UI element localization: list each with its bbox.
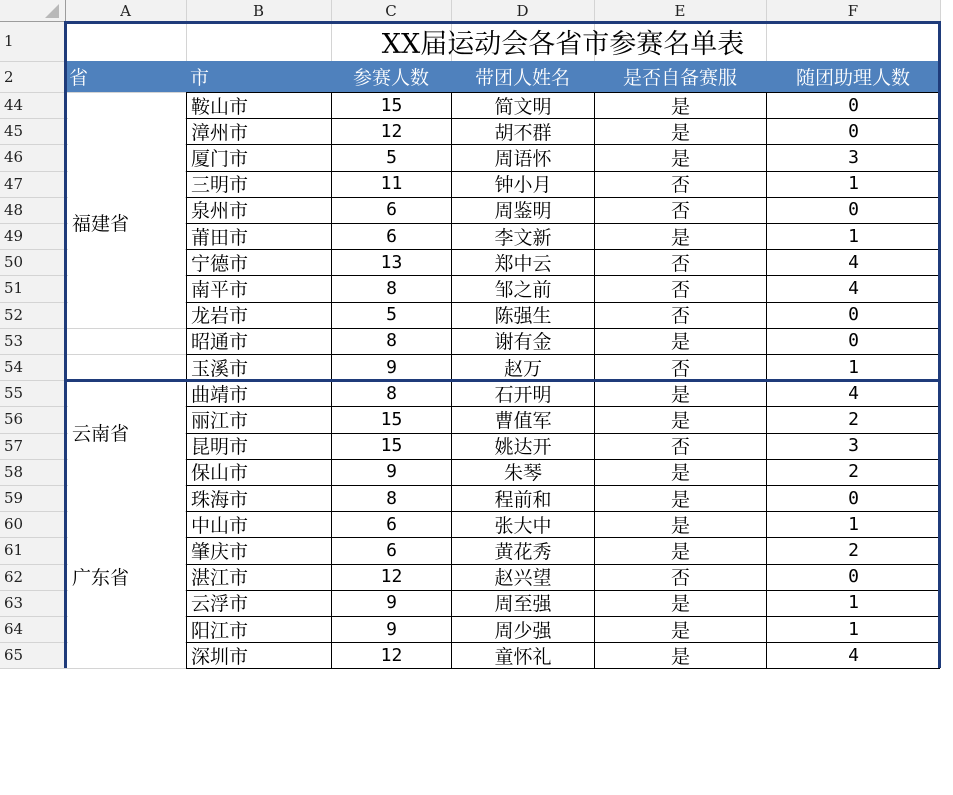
cell-count[interactable]: 13 bbox=[380, 251, 403, 273]
cell-leader[interactable]: 李文新 bbox=[494, 226, 552, 249]
cell-count[interactable]: 15 bbox=[380, 94, 403, 116]
table-border-left bbox=[64, 21, 67, 668]
cell-assist[interactable]: 4 bbox=[848, 251, 859, 273]
cell-city[interactable]: 莆田市 bbox=[191, 226, 249, 249]
cell-city[interactable]: 珠海市 bbox=[191, 488, 249, 511]
row-header[interactable]: 51 bbox=[4, 279, 24, 298]
row-header[interactable]: 57 bbox=[4, 436, 24, 455]
province-cell[interactable]: 福建省 bbox=[68, 118, 185, 328]
cell-leader[interactable]: 程前和 bbox=[494, 488, 552, 511]
cell-count[interactable]: 6 bbox=[386, 513, 397, 535]
cell-count[interactable]: 8 bbox=[386, 277, 397, 299]
cell-leader[interactable]: 石开明 bbox=[494, 383, 552, 406]
row-header[interactable]: 63 bbox=[4, 593, 24, 612]
cell-assist[interactable]: 3 bbox=[848, 146, 859, 168]
cell-assist[interactable]: 3 bbox=[848, 435, 859, 457]
cell-city[interactable]: 宁德市 bbox=[191, 252, 249, 275]
cell-leader[interactable]: 钟小月 bbox=[494, 174, 552, 197]
province-cell[interactable]: 广东省 bbox=[68, 485, 185, 668]
row-header[interactable]: 53 bbox=[4, 331, 24, 350]
row-header[interactable]: 47 bbox=[4, 174, 24, 193]
column-header-d[interactable]: D bbox=[516, 1, 529, 20]
cell-own[interactable]: 是 bbox=[670, 226, 690, 249]
cell-leader[interactable]: 周鉴明 bbox=[494, 200, 552, 223]
row-header[interactable]: 62 bbox=[4, 567, 24, 586]
cell-city[interactable]: 云浮市 bbox=[191, 593, 249, 616]
cell-assist[interactable]: 4 bbox=[848, 382, 859, 404]
cell-count[interactable]: 9 bbox=[386, 356, 397, 378]
header-cell-1[interactable]: 省 bbox=[65, 61, 186, 92]
row-header[interactable]: 65 bbox=[4, 646, 24, 665]
cell-leader[interactable]: 张大中 bbox=[494, 514, 552, 537]
row-header[interactable]: 46 bbox=[4, 148, 24, 167]
header-cell-4[interactable]: 带团人姓名 bbox=[451, 61, 594, 92]
cell-assist[interactable]: 4 bbox=[848, 644, 859, 666]
row-header[interactable]: 64 bbox=[4, 620, 24, 639]
cell-assist[interactable]: 0 bbox=[848, 566, 859, 588]
cell-leader[interactable]: 朱琴 bbox=[503, 462, 542, 485]
header-cell-5[interactable]: 是否自备赛服 bbox=[594, 61, 766, 92]
row-header[interactable]: 61 bbox=[4, 541, 24, 560]
cell-assist[interactable]: 0 bbox=[848, 120, 859, 142]
row-header[interactable]: 58 bbox=[4, 462, 24, 481]
cell-city[interactable]: 鞍山市 bbox=[191, 95, 249, 118]
cell-city[interactable]: 湛江市 bbox=[191, 567, 249, 590]
cell-assist[interactable]: 0 bbox=[848, 304, 859, 326]
cell-own[interactable]: 是 bbox=[670, 409, 690, 432]
cell-assist[interactable]: 1 bbox=[848, 592, 859, 614]
cell-leader[interactable]: 周语怀 bbox=[494, 147, 552, 170]
row-header[interactable]: 56 bbox=[4, 410, 24, 429]
cell-leader[interactable]: 邹之前 bbox=[494, 278, 552, 301]
cell-assist[interactable]: 4 bbox=[848, 277, 859, 299]
cell-own[interactable]: 是 bbox=[670, 619, 690, 642]
cell-count[interactable]: 6 bbox=[386, 199, 397, 221]
cell-assist[interactable]: 2 bbox=[848, 408, 859, 430]
row-header[interactable]: 49 bbox=[4, 227, 24, 246]
cell-count[interactable]: 12 bbox=[380, 644, 403, 666]
cell-city[interactable]: 三明市 bbox=[191, 174, 249, 197]
header-cell-6[interactable]: 随团助理人数 bbox=[766, 61, 940, 92]
header-cell-2[interactable]: 市 bbox=[186, 61, 331, 92]
cell-leader[interactable]: 童怀礼 bbox=[494, 645, 552, 668]
row-header[interactable]: 54 bbox=[4, 358, 24, 377]
cell-city[interactable]: 南平市 bbox=[191, 278, 249, 301]
cell-leader[interactable]: 谢有金 bbox=[494, 331, 552, 354]
cell-city[interactable]: 玉溪市 bbox=[191, 357, 249, 380]
cell-count[interactable]: 9 bbox=[386, 618, 397, 640]
column-header-e[interactable]: E bbox=[674, 1, 686, 20]
cell-own[interactable]: 否 bbox=[670, 252, 690, 275]
cell-city[interactable]: 阳江市 bbox=[191, 619, 249, 642]
cell-count[interactable]: 9 bbox=[386, 592, 397, 614]
cell-assist[interactable]: 2 bbox=[848, 461, 859, 483]
table-border-right bbox=[938, 21, 941, 668]
cell-city[interactable]: 中山市 bbox=[191, 514, 249, 537]
cell-assist[interactable]: 1 bbox=[848, 513, 859, 535]
cell-own[interactable]: 是 bbox=[670, 462, 690, 485]
row-header[interactable]: 59 bbox=[4, 489, 24, 508]
cell-own[interactable]: 是 bbox=[670, 514, 690, 537]
cell-leader[interactable]: 周至强 bbox=[494, 593, 552, 616]
column-header-f[interactable]: F bbox=[847, 1, 859, 20]
cell-city[interactable]: 肇庆市 bbox=[191, 540, 249, 563]
cell-leader[interactable]: 曹值军 bbox=[494, 409, 552, 432]
row-header[interactable]: 2 bbox=[4, 67, 14, 86]
cell-own[interactable]: 是 bbox=[670, 95, 690, 118]
cell-city[interactable]: 龙岩市 bbox=[191, 305, 249, 328]
cell-count[interactable]: 8 bbox=[386, 487, 397, 509]
cell-city[interactable]: 丽江市 bbox=[191, 409, 249, 432]
cell-city[interactable]: 厦门市 bbox=[191, 147, 249, 170]
cell-assist[interactable]: 2 bbox=[848, 539, 859, 561]
cell-own[interactable]: 否 bbox=[670, 278, 690, 301]
cell-count[interactable]: 12 bbox=[380, 120, 403, 142]
cell-own[interactable]: 否 bbox=[670, 200, 690, 223]
cell-assist[interactable]: 1 bbox=[848, 356, 859, 378]
row-header[interactable]: 55 bbox=[4, 384, 24, 403]
cell-count[interactable]: 5 bbox=[386, 304, 397, 326]
column-header-b[interactable]: B bbox=[252, 1, 265, 20]
cell-own[interactable]: 是 bbox=[670, 383, 690, 406]
row-header[interactable]: 1 bbox=[4, 32, 14, 50]
page-title: XX届运动会各省市参赛名单表 bbox=[381, 28, 745, 60]
cell-assist[interactable]: 0 bbox=[848, 199, 859, 221]
cell-assist[interactable]: 1 bbox=[848, 173, 859, 195]
cell-leader[interactable]: 赵万 bbox=[503, 357, 542, 380]
cell-count[interactable]: 15 bbox=[380, 435, 403, 457]
cell-own[interactable]: 是 bbox=[670, 540, 690, 563]
cell-assist[interactable]: 1 bbox=[848, 225, 859, 247]
select-all-corner[interactable] bbox=[45, 4, 59, 18]
header-cell-3[interactable]: 参赛人数 bbox=[331, 61, 451, 92]
cell-own[interactable]: 是 bbox=[670, 593, 690, 616]
cell-assist[interactable]: 0 bbox=[848, 94, 859, 116]
cell-city[interactable]: 保山市 bbox=[191, 462, 249, 485]
row-header[interactable]: 60 bbox=[4, 515, 24, 534]
cell-count[interactable]: 6 bbox=[386, 539, 397, 561]
column-header-c[interactable]: C bbox=[385, 1, 397, 20]
cell-own[interactable]: 否 bbox=[670, 305, 690, 328]
cell-leader[interactable]: 周少强 bbox=[494, 619, 552, 642]
group-separator bbox=[64, 379, 940, 382]
cell-count[interactable]: 8 bbox=[386, 382, 397, 404]
cell-count[interactable]: 8 bbox=[386, 330, 397, 352]
cell-leader[interactable]: 郑中云 bbox=[494, 252, 552, 275]
cell-leader[interactable]: 黄花秀 bbox=[494, 540, 552, 563]
cell-count[interactable]: 9 bbox=[386, 461, 397, 483]
cell-own[interactable]: 是 bbox=[670, 645, 690, 668]
cell-city[interactable]: 泉州市 bbox=[191, 200, 249, 223]
cell-count[interactable]: 6 bbox=[386, 225, 397, 247]
cell-own[interactable]: 否 bbox=[670, 567, 690, 590]
cell-leader[interactable]: 胡不群 bbox=[494, 121, 552, 144]
cell-leader[interactable]: 陈强生 bbox=[494, 305, 552, 328]
cell-city[interactable]: 曲靖市 bbox=[191, 383, 249, 406]
province-cell[interactable]: 云南省 bbox=[68, 380, 185, 485]
cell-city[interactable]: 漳州市 bbox=[191, 121, 249, 144]
cell-count[interactable]: 5 bbox=[386, 146, 397, 168]
cell-own[interactable]: 否 bbox=[670, 436, 690, 459]
cell-city[interactable]: 昭通市 bbox=[191, 331, 249, 354]
column-header-a[interactable]: A bbox=[120, 1, 131, 20]
row-header[interactable]: 45 bbox=[4, 122, 24, 141]
cell-assist[interactable]: 1 bbox=[848, 618, 859, 640]
cell-leader[interactable]: 赵兴望 bbox=[494, 567, 552, 590]
cell-assist[interactable]: 0 bbox=[848, 487, 859, 509]
cell-border bbox=[186, 668, 940, 669]
cell-count[interactable]: 11 bbox=[380, 173, 403, 195]
cell-assist[interactable]: 0 bbox=[848, 330, 859, 352]
row-header[interactable]: 48 bbox=[4, 200, 24, 219]
cell-city[interactable]: 深圳市 bbox=[191, 645, 249, 668]
cell-count[interactable]: 12 bbox=[380, 566, 403, 588]
cell-count[interactable]: 15 bbox=[380, 408, 403, 430]
row-header[interactable]: 50 bbox=[4, 253, 24, 272]
cell-leader[interactable]: 简文明 bbox=[494, 95, 552, 118]
cell-own[interactable]: 是 bbox=[670, 147, 690, 170]
cell-city[interactable]: 昆明市 bbox=[191, 436, 249, 459]
table-border-top bbox=[64, 21, 940, 24]
row-header[interactable]: 44 bbox=[4, 96, 24, 115]
cell-own[interactable]: 是 bbox=[670, 331, 690, 354]
row-header[interactable]: 52 bbox=[4, 305, 24, 324]
cell-own[interactable]: 否 bbox=[670, 174, 690, 197]
cell-leader[interactable]: 姚达开 bbox=[494, 436, 552, 459]
cell-own[interactable]: 是 bbox=[670, 488, 690, 511]
cell-own[interactable]: 是 bbox=[670, 121, 690, 144]
cell-own[interactable]: 否 bbox=[670, 357, 690, 380]
